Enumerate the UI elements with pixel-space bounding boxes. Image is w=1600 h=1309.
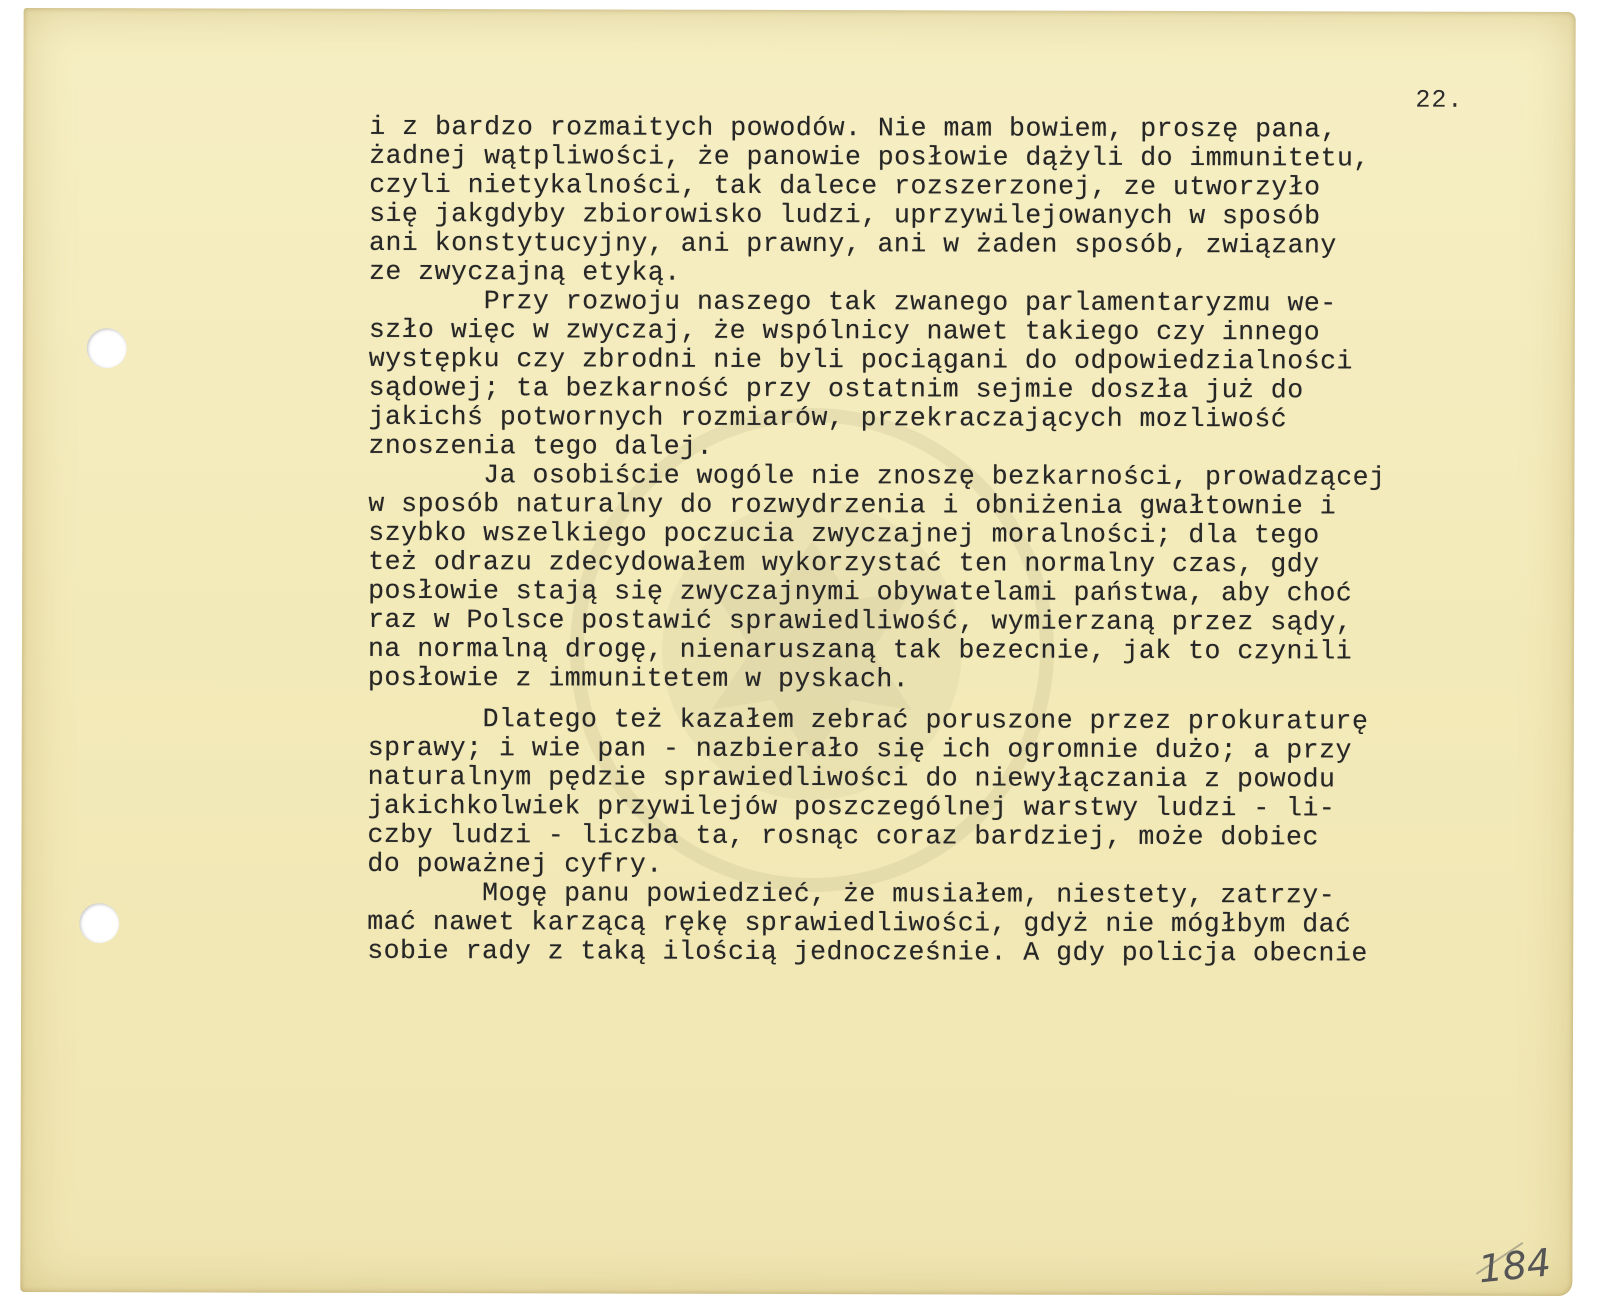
text-line: czyli nietykalności, tak dalece rozszerzonej, ze utworzyło [369, 169, 1321, 203]
text-line: naturalnym pędzie sprawiedliwości do niewyłączania z powodu [367, 761, 1336, 795]
text-line: i z bardzo rozmaitych powodów. Nie mam bowiem, proszę pana, [369, 111, 1338, 145]
punch-hole-bottom [79, 903, 119, 943]
text-line: posłowie z immunitetem w pyskach. [367, 662, 910, 695]
text-line: czby ludzi - liczba ta, rosnąc coraz bardziej, może dobiec [367, 819, 1319, 853]
text-line: też odrazu zdecydowałem wykorzystać ten normalny czas, gdy [368, 546, 1320, 580]
text-line: występku czy zbrodni nie byli pociągani do odpowiedzialności [368, 343, 1353, 377]
text-line: szło więc w zwyczaj, że wspólnicy nawet takiego czy innego [368, 314, 1321, 348]
text-line: jakichś potwornych rozmiarów, przekraczających mozliwość [368, 401, 1288, 435]
text-line: Mogę panu powiedzieć, że musiałem, niestety, zatrzy- [367, 877, 1336, 911]
text-line: sobie rady z taką ilością jednocześnie. A gdy policja obecnie [367, 935, 1368, 969]
text-line: żadnej wątpliwości, że panowie posłowie dążyli do immunitetu, [369, 140, 1370, 174]
text-line: sprawy; i wie pan - nazbierało się ich ogromnie dużo; a przy [367, 732, 1352, 766]
archive-folio-number: 184 [1476, 1240, 1553, 1292]
text-line: ze zwyczajną etyką. [368, 256, 681, 288]
page-number: 22. [1415, 85, 1464, 115]
text-line: ani konstytucyjny, ani prawny, ani w żaden sposób, związany [369, 227, 1337, 261]
text-line: znoszenia tego dalej. [368, 430, 714, 462]
text-line: do poważnej cyfry. [367, 848, 663, 880]
text-line: raz w Polsce postawić sprawiedliwość, wymierzaną przez sądy, [368, 604, 1353, 638]
text-line: mać nawet karzącą rękę sprawiedliwości, gdyż nie mógłbym dać [367, 906, 1352, 940]
text-line: jakichkolwiek przywilejów poszczególnej warstwy ludzi - li- [367, 790, 1336, 824]
text-line: w sposób naturalny do rozwydrzenia i obniżenia gwałtownie i [368, 488, 1337, 522]
text-line: szybko wszelkiego poczucia zwyczajnej moralności; dla tego [368, 517, 1320, 551]
text-line: Przy rozwoju naszego tak zwanego parlamentaryzmu we- [368, 285, 1337, 319]
text-line: sądowej; ta bezkarność przy ostatnim sejmie doszła już do [368, 372, 1304, 406]
text-line: posłowie stają się zwyczajnymi obywatelami państwa, aby choć [368, 575, 1353, 609]
typed-text-body [367, 113, 1549, 969]
text-line: Ja osobiście wogóle nie znoszę bezkarności, prowadzącej [368, 459, 1386, 493]
text-line: Dlatego też kazałem zebrać poruszone przez prokuraturę [367, 703, 1369, 737]
text-line: na normalną drogę, nienaruszaną tak bezecnie, jak to czynili [367, 633, 1353, 667]
paper-sheet [20, 8, 1575, 1296]
text-line: się jakgdyby zbiorowisko ludzi, uprzywilejowanych w sposób [369, 198, 1321, 232]
punch-hole-top [87, 328, 127, 368]
